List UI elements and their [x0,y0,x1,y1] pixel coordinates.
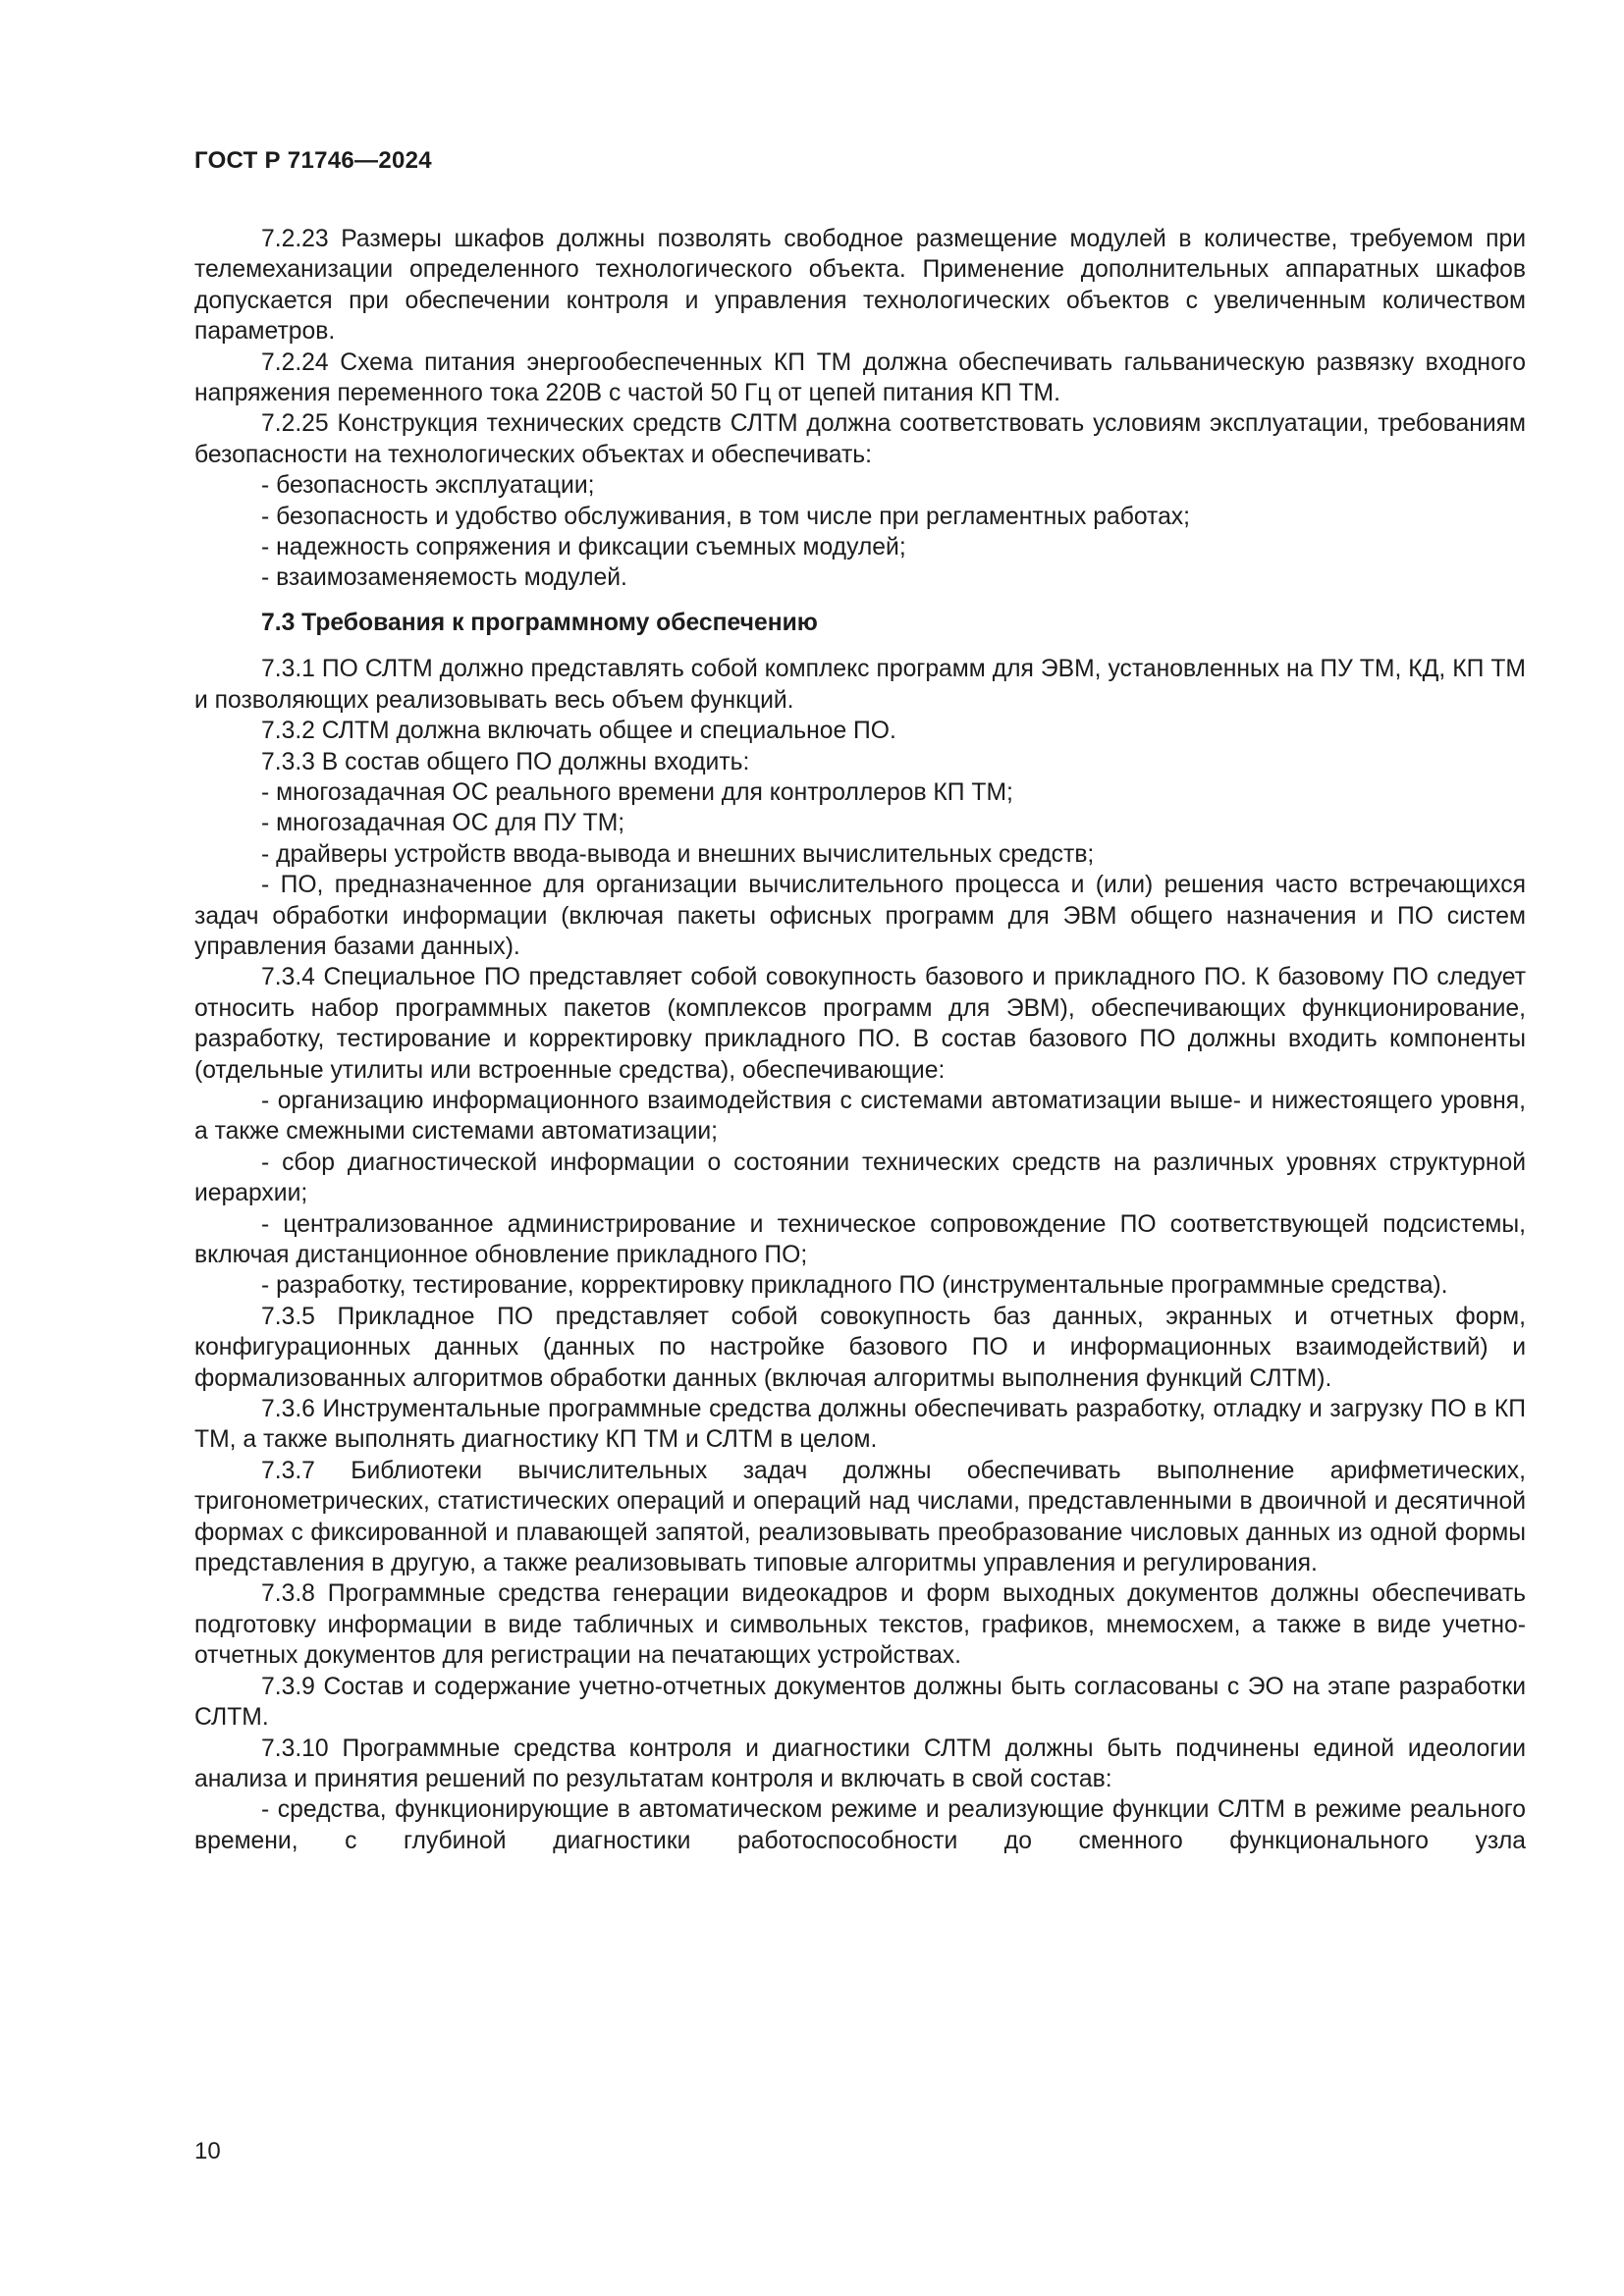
paragraph-7-3-7: 7.3.7 Библиотеки вычислительных задач должны обеспечивать выполнение арифметических, тригонометрических, статистических операций и операций над числами, представленными в двоичной и десятичной формах с фиксированной и плавающей запятой, реализовывать преобразование числовых данных из одной формы представления в другую, а также реализовывать типовые алгоритмы управления и регулирования. [194,1457,1526,1577]
section-heading-7-3: 7.3 Требования к программному обеспечению [261,609,818,636]
list-item: - ПО, предназначенное для организации вычислительного процесса и (или) решения часто встречающихся задач обработки информации (включая пакеты офисных программ для ЭВМ общего назначения и ПО систем управления базами данных). [194,872,1526,960]
list-item: - организацию информационного взаимодействия с системами автоматизации выше- и нижестоящего уровня, а также смежными системами автоматизации; [194,1087,1526,1146]
paragraph-7-2-24: 7.2.24 Схема питания энергообеспеченных КП ТМ должна обеспечивать гальваническую развязку входного напряжения переменного тока 220В с частой 50 Гц от цепей питания КП ТМ. [194,348,1526,407]
list-item: - средства, функционирующие в автоматическом режиме и реализующие функции СЛТМ в режиме реального времени, с глубиной диагностики работоспособности до сменного функционального узла [194,1796,1526,1854]
paragraph-7-3-1: 7.3.1 ПО СЛТМ должно представлять собой комплекс программ для ЭВМ, установленных на ПУ ТМ, КД, КП ТМ и позволяющих реализовывать весь объем функций. [194,656,1526,714]
list-item: - безопасность и удобство обслуживания, в том числе при регламентных работах; [261,503,1191,530]
list-item: - драйверы устройств ввода-вывода и внешних вычислительных средств; [261,840,1095,868]
paragraph-7-3-6: 7.3.6 Инструментальные программные средства должны обеспечивать разработку, отладку и загрузку ПО в КП ТМ, а также выполнять диагностику КП ТМ и СЛТМ в целом. [194,1396,1526,1454]
list-item: - безопасность эксплуатации; [261,472,595,500]
paragraph-7-3-5: 7.3.5 Прикладное ПО представляет собой совокупность баз данных, экранных и отчетных форм, конфигурационных данных (данных по настройке базового ПО и информационных взаимодействий) и формализованных алгоритмов обработки данных (включая алгоритмы выполнения функций СЛТМ). [194,1303,1526,1392]
paragraph-7-3-2: 7.3.2 СЛТМ должна включать общее и специальное ПО. [261,718,896,745]
paragraph-7-3-10: 7.3.10 Программные средства контроля и диагностики СЛТМ должны быть подчинены единой идеологии анализа и принятия решений по результатам контроля и включать в свой состав: [194,1735,1526,1792]
list-item: - сбор диагностической информации о состоянии технических средств на различных уровнях структурной иерархии; [194,1148,1526,1207]
list-item: - разработку, тестирование, корректировку прикладного ПО (инструментальные программные средства). [261,1272,1448,1300]
list-item: - многозадачная ОС реального времени для контроллеров КП ТМ; [261,778,1013,806]
paragraph-7-3-9: 7.3.9 Состав и содержание учетно-отчетных документов должны быть согласованы с ЭО на этапе разработки СЛТМ. [194,1673,1526,1732]
document-body [194,224,1526,1856]
page-number: 10 [194,2138,221,2164]
list-item: - надежность сопряжения и фиксации съемных модулей; [261,534,906,561]
paragraph-7-3-8: 7.3.8 Программные средства генерации видеокадров и форм выходных документов должны обеспечивать подготовку информации в виде табличных и символьных текстов, графиков, мнемосхем, а также в виде учетно-отчетных документов для регистрации на печатающих устройствах. [194,1580,1526,1670]
paragraph-7-3-3: 7.3.3 В состав общего ПО должны входить: [261,748,750,775]
document-code-header: ГОСТ Р 71746—2024 [194,147,432,174]
list-item: - многозадачная ОС для ПУ ТМ; [261,810,625,837]
paragraph-7-2-25: 7.2.25 Конструкция технических средств СЛТМ должна соответствовать условиям эксплуатации, требованиям безопасности на технологических объектах и обеспечивать: [194,410,1526,468]
paragraph-7-2-23: 7.2.23 Размеры шкафов должны позволять свободное размещение модулей в количестве, требуемом при телемеханизации определенного технологического объекта. Применение дополнительных аппаратных шкафов допускается при обеспечении контроля и управления технологических объектов с увеличенным количеством параметров. [194,226,1526,346]
list-item: - взаимозаменяемость модулей. [261,564,627,592]
paragraph-7-3-4: 7.3.4 Специальное ПО представляет собой совокупность базового и прикладного ПО. К базовому ПО следует относить набор программных пакетов (комплексов программ для ЭВМ), обеспечивающих функционирование, разработку, тестирование и корректировку прикладного ПО. В состав базового ПО должны входить компоненты (отдельные утилиты или встроенные средства), обеспечивающие: [194,964,1526,1084]
list-item: - централизованное администрирование и техническое сопровождение ПО соответствующей подсистемы, включая дистанционное обновление прикладного ПО; [194,1210,1526,1268]
